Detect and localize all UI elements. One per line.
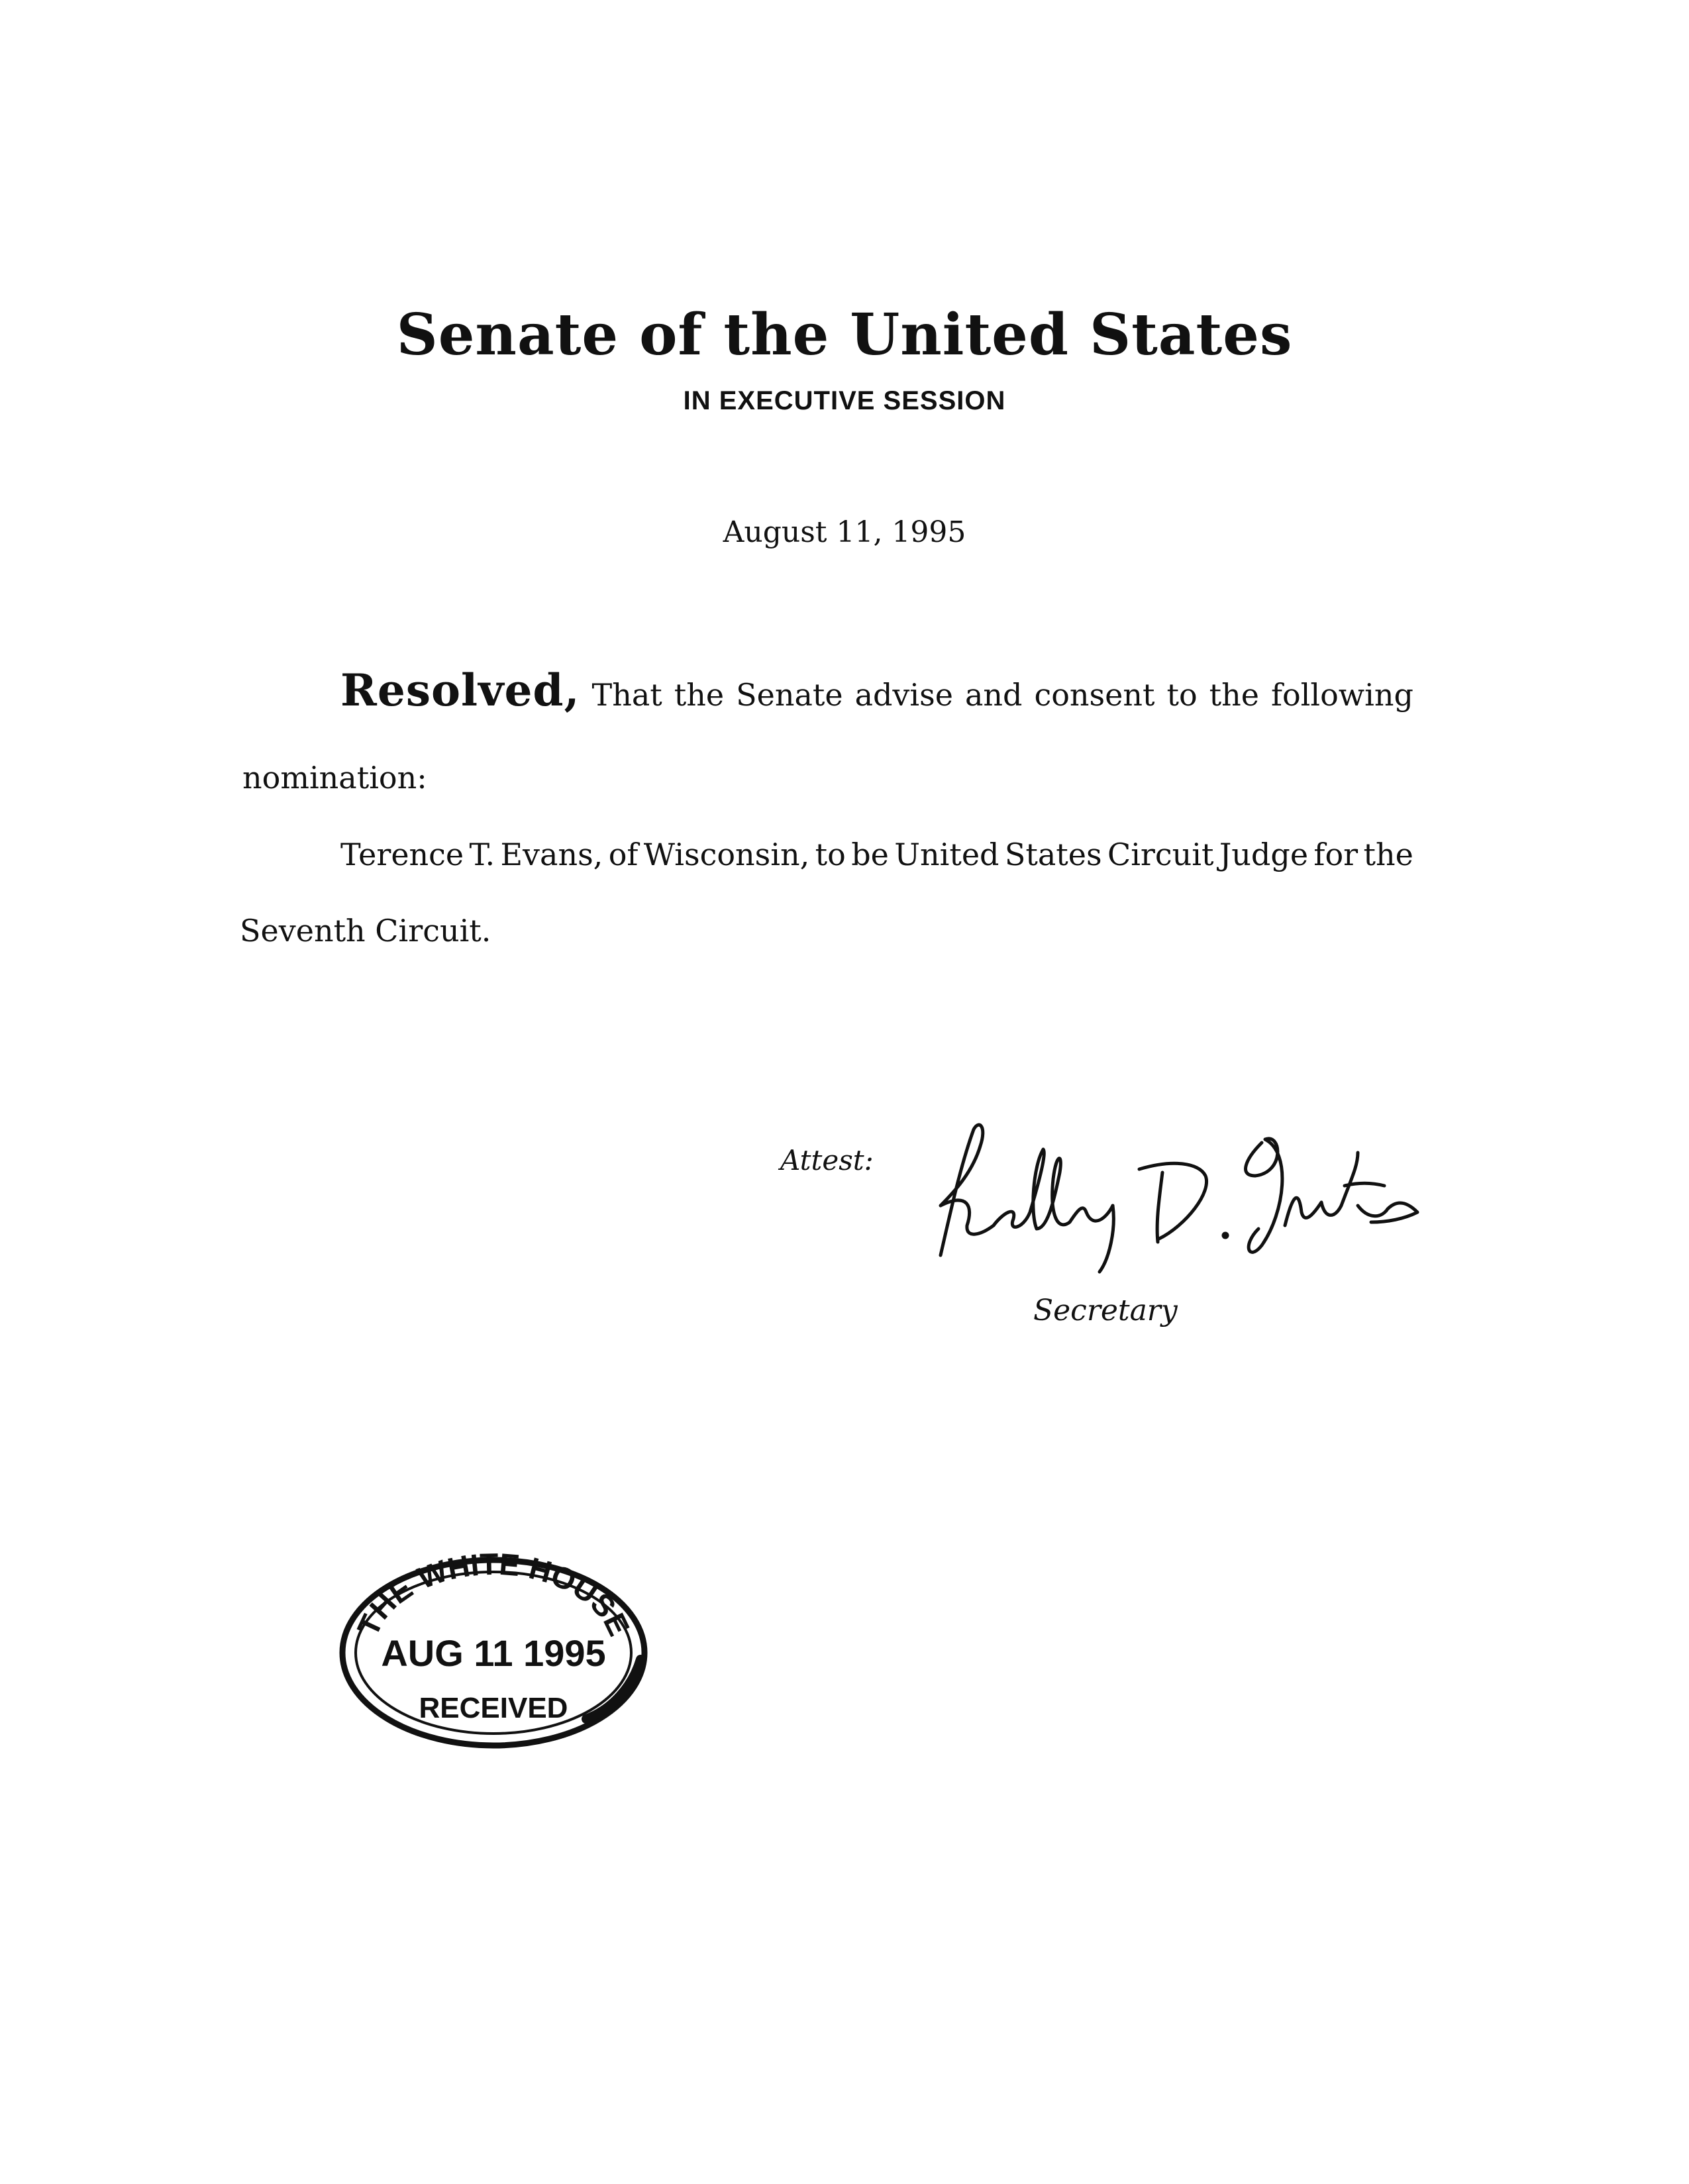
- resolution-word: the: [1209, 677, 1259, 713]
- resolution-word: the: [674, 677, 725, 713]
- secretary-title: Secretary: [1033, 1294, 1178, 1327]
- nominee-word: Circuit: [1107, 837, 1214, 872]
- executive-session-subtitle: IN EXECUTIVE SESSION: [683, 386, 1006, 415]
- nominee-word: of: [608, 837, 639, 872]
- nominee-word: to: [815, 837, 846, 872]
- nominee-word: United: [894, 837, 999, 872]
- attest-label: Attest:: [780, 1144, 874, 1176]
- nominee-word: Wisconsin,: [643, 837, 810, 872]
- white-house-received-stamp: [334, 1553, 652, 1752]
- resolution-second-line: nomination:: [242, 760, 427, 796]
- nominee-word: be: [851, 837, 889, 872]
- stamp-received-text: RECEIVED: [419, 1692, 568, 1724]
- stamp-top-text: THE WHITE HOUSE: [350, 1553, 637, 1641]
- resolution-word: consent: [1034, 677, 1155, 713]
- nominee-word: Terence: [340, 837, 464, 872]
- nominee-word: for: [1313, 837, 1358, 872]
- nominee-second-line: Seventh Circuit.: [240, 913, 491, 949]
- nominee-word: the: [1363, 837, 1413, 872]
- nominee-word: States: [1004, 837, 1102, 872]
- resolution-word: following: [1270, 677, 1413, 713]
- resolution-word: advise: [854, 677, 953, 713]
- resolution-first-line: [340, 664, 1413, 716]
- resolution-word: to: [1166, 677, 1198, 713]
- stamp-date-text: AUG 11 1995: [381, 1632, 606, 1674]
- nominee-word: Evans,: [500, 837, 603, 872]
- nominee-word: Judge: [1219, 837, 1309, 872]
- resolution-word: Senate: [736, 677, 843, 713]
- resolution-word: and: [964, 677, 1023, 713]
- resolved-heading: Resolved,: [340, 664, 580, 716]
- document-date: August 11, 1995: [723, 515, 966, 549]
- resolution-word: That: [591, 677, 662, 713]
- senate-masthead-title: Senate of the United States: [396, 301, 1293, 368]
- nominee-first-line: [340, 837, 1413, 872]
- nominee-word: T.: [469, 837, 495, 872]
- secretary-signature: [894, 1113, 1424, 1285]
